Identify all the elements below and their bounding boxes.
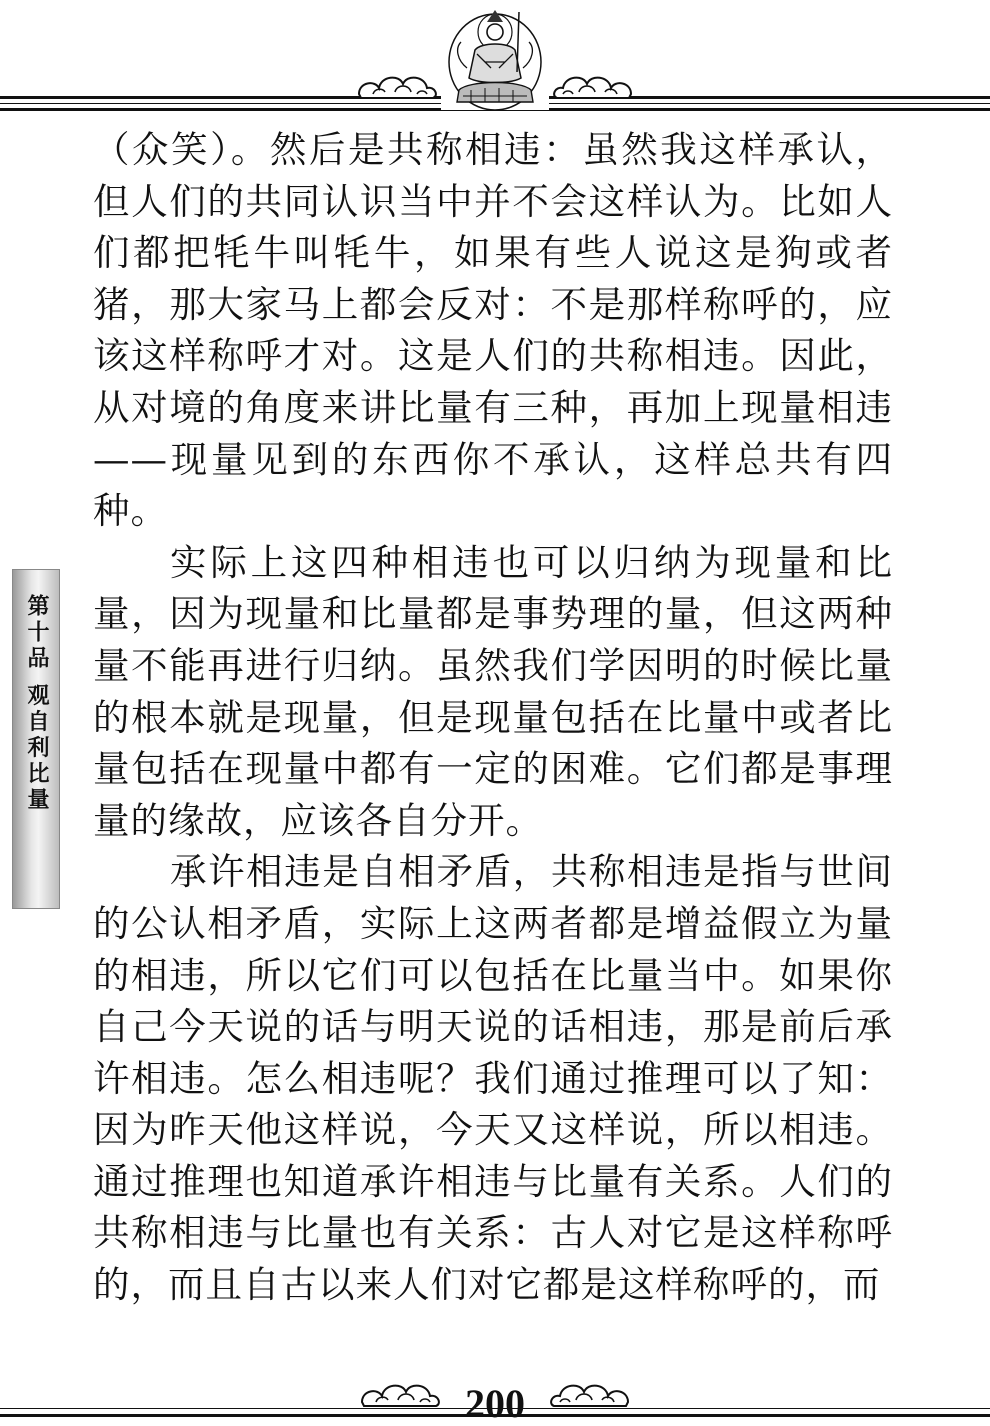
deity-figure-icon [441,2,549,110]
paragraph-3: 承许相违是自相矛盾，共称相违是指与世间的公认相矛盾，实际上这两者都是增益假立为量的相违，所以它们可以包括在比量当中。如果你自己今天说的话与明天说的话相违，那是前后承许相违。怎么相违呢？我们通过推理可以了知：因为昨天他这样说，今天又这样说，所以相违。通过推理也知道承许相违与比量有关系。人们的共称相违与比量也有关系：古人对它是这样称呼的，而且自古以来人们对它都是这样称呼的，而 [93,850,893,1307]
chapter-side-tab [12,569,60,909]
left-cloud-ornament-icon [355,68,439,102]
page-header [0,0,990,120]
paragraph-1: （众笑）。然后是共称相违：虽然我这样承认，但人们的共同认识当中并不会这样认为。比如人们都把牦牛叫牦牛，如果有些人说这是狗或者猪，那大家马上都会反对：不是那样称呼的，应该这样称呼才对。这是人们的共称相违。因此，从对境的角度来讲比量有三种，再加上现量相违——现量见到的东西你不承认，这样总共有四种。 [93,128,893,533]
footer-right-cloud-ornament-icon [548,1376,632,1410]
right-cloud-ornament-icon [551,68,635,102]
body-text [93,124,893,1311]
footer-left-cloud-ornament-icon [358,1376,442,1410]
paragraph-2: 实际上这四种相违也可以归纳为现量和比量，因为现量和比量都是事势理的量，但这两种量不能再进行归纳。虽然我们学因明的时候比量的根本就是现量，但是现量包括在比量中或者比量包括在现量中都有一定的困难。它们都是事理量的缘故，应该各自分开。 [93,540,893,842]
page-number: 200 [465,1381,525,1426]
chapter-side-tab-label: 第十品 观自利比量 [24,594,50,814]
